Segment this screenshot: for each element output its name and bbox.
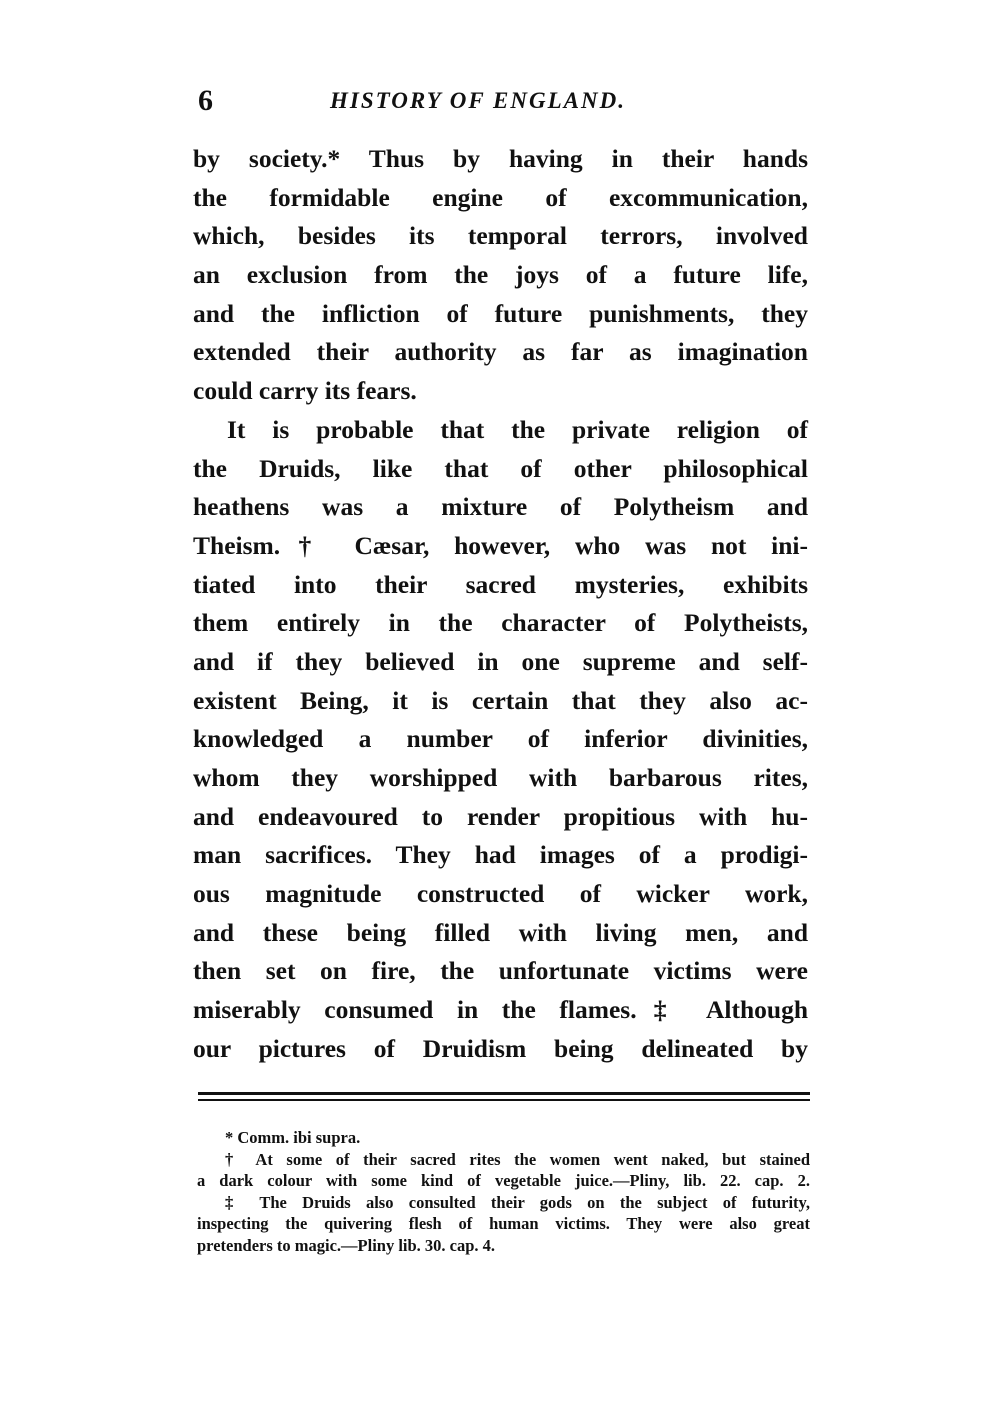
footnote-line: inspecting the quivering flesh of human victims. They were also great [197,1214,810,1233]
footnote: * Comm. ibi supra. [225,1128,361,1147]
text-line: and if they believed in one supreme and self- [193,646,808,676]
footnotes [197,1127,810,1256]
text-line: the formidable engine of excommunication, [193,182,808,212]
footnote: † At some of their sacred rites the women went naked, but stained [225,1149,810,1169]
text-line: man sacrifices. They had images of a prodigi- [193,840,808,870]
text-line: ous magnitude constructed of wicker work, [193,879,808,909]
page-number: 6 [198,84,213,117]
body-text [193,140,808,1069]
text-line: by society.* Thus by having in their hands [193,144,808,173]
text-line: the Druids, like that of other philosophical [193,453,808,483]
text-line: knowledged a number of inferior divinities, [193,724,808,754]
footnote-line: a dark colour with some kind of vegetable juice.—Pliny, lib. 22. cap. 2. [197,1171,810,1190]
text-line: Theism.† Cæsar, however, who was not ini- [193,530,808,560]
text-line: and these being filled with living men, and [193,917,808,947]
text-line: our pictures of Druidism being delineated by [193,1033,808,1063]
footnote-line: pretenders to magic.—Pliny lib. 30. cap. 4. [197,1235,496,1255]
text-line: could carry its fears. [193,376,417,406]
text-line: miserably consumed in the flames.‡ Although [193,995,808,1025]
text-line: whom they worshipped with barbarous rites, [193,763,808,792]
footnote: ‡ The Druids also consulted their gods on the subject of futurity, [225,1192,810,1212]
text-line: them entirely in the character of Polytheists, [193,608,808,638]
text-line: It is probable that the private religion of [227,414,808,444]
text-line: and the infliction of future punishments, they [193,298,808,328]
text-line: extended their authority as far as imagination [193,337,808,367]
text-line: heathens was a mixture of Polytheism and [193,492,808,522]
text-line: an exclusion from the joys of a future life, [193,260,808,290]
text-line: which, besides its temporal terrors, involved [193,221,808,251]
text-line: and endeavoured to render propitious with hu- [193,801,808,831]
text-line: then set on fire, the unfortunate victims were [193,956,808,986]
running-title: HISTORY OF ENGLAND. [330,88,626,113]
text-line: existent Being, it is certain that they also ac- [193,685,808,715]
footnote-divider [198,1099,810,1101]
text-line: tiated into their sacred mysteries, exhibits [193,569,808,599]
footnote-divider [198,1092,810,1095]
